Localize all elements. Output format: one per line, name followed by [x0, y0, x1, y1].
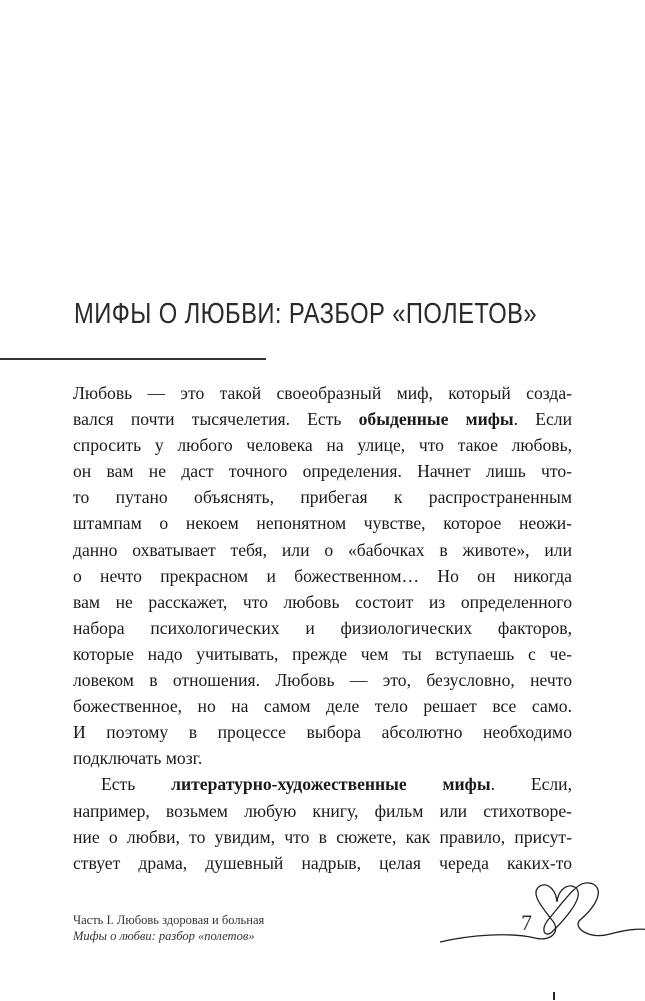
text-line — [73, 615, 572, 641]
text-segment: набора психологических и физиологических факторов, — [73, 617, 572, 638]
text-segment: ние о любви, то увидим, что в сюжете, как правило, присут- — [73, 826, 572, 847]
text-line — [73, 563, 572, 589]
text-line — [73, 484, 572, 510]
text-segment: спросить у любого человека на улице, что такое любовь, — [73, 435, 572, 456]
text-line — [73, 406, 572, 432]
text-line — [73, 537, 572, 563]
text-segment: Есть — [101, 774, 172, 795]
text-line — [73, 771, 572, 797]
text-segment: вался почти тысячелетия. Есть — [73, 409, 359, 430]
text-segment: ствует драма, душевный надрыв, целая череда каких-то — [73, 852, 572, 873]
text-line — [73, 510, 572, 536]
title-divider — [0, 358, 266, 360]
text-line — [73, 380, 572, 406]
text-segment: штампам о некоем непонятном чувстве, которое неожи- — [73, 513, 572, 534]
hearts-ornament-icon — [440, 880, 645, 950]
text-line — [73, 432, 572, 458]
page-number: 7 — [521, 910, 532, 935]
text-line — [73, 693, 572, 719]
text-segment: И поэтому в процессе выбора абсолютно необходимо — [73, 722, 572, 743]
page-mark — [553, 992, 555, 1000]
text-segment: ловеком в отношения. Любовь — это, безусловно, нечто — [73, 670, 572, 691]
bold-term: литературно-художественные мифы — [171, 774, 491, 795]
bold-term: обыденные мифы — [358, 409, 514, 430]
text-segment: он вам не даст точного определения. Начнет лишь что- — [73, 461, 572, 482]
text-line — [73, 850, 572, 876]
text-segment: Любовь — это такой своеобразный миф, который созда- — [73, 383, 572, 403]
body-text — [73, 380, 572, 876]
text-segment: о нечто прекрасном и божественном… Но он никогда — [73, 565, 572, 586]
text-line — [73, 745, 572, 771]
text-line — [73, 667, 572, 693]
text-segment: подключать мозг. — [73, 748, 203, 769]
text-line — [73, 719, 572, 745]
footer-section: Мифы о любви: разбор «полетов» — [73, 929, 255, 943]
text-segment: божественное, но на самом деле тело решает все само. — [73, 696, 572, 717]
running-footer — [73, 912, 264, 944]
text-segment: данно охватывает тебя, или о «бабочках в животе», или — [73, 539, 572, 560]
text-segment: вам не расскажет, что любовь состоит из определенного — [73, 591, 572, 612]
text-segment: которые надо учитывать, прежде чем ты вступаешь с че- — [73, 643, 572, 664]
text-segment: . Если, — [490, 774, 572, 795]
text-segment: например, возьмем любую книгу, фильм или стихотворе- — [73, 800, 572, 821]
text-line — [73, 589, 572, 615]
text-line — [73, 798, 572, 824]
text-line — [73, 641, 572, 667]
text-line — [73, 824, 572, 850]
chapter-title: МИФЫ О ЛЮБВИ: РАЗБОР «ПОЛЕТОВ» — [74, 298, 538, 330]
footer-part: Часть I. Любовь здоровая и больная — [73, 913, 265, 927]
text-segment: . Если — [513, 409, 572, 430]
text-line — [73, 458, 572, 484]
text-segment: то путано объяснять, прибегая к распространенным — [73, 487, 572, 508]
